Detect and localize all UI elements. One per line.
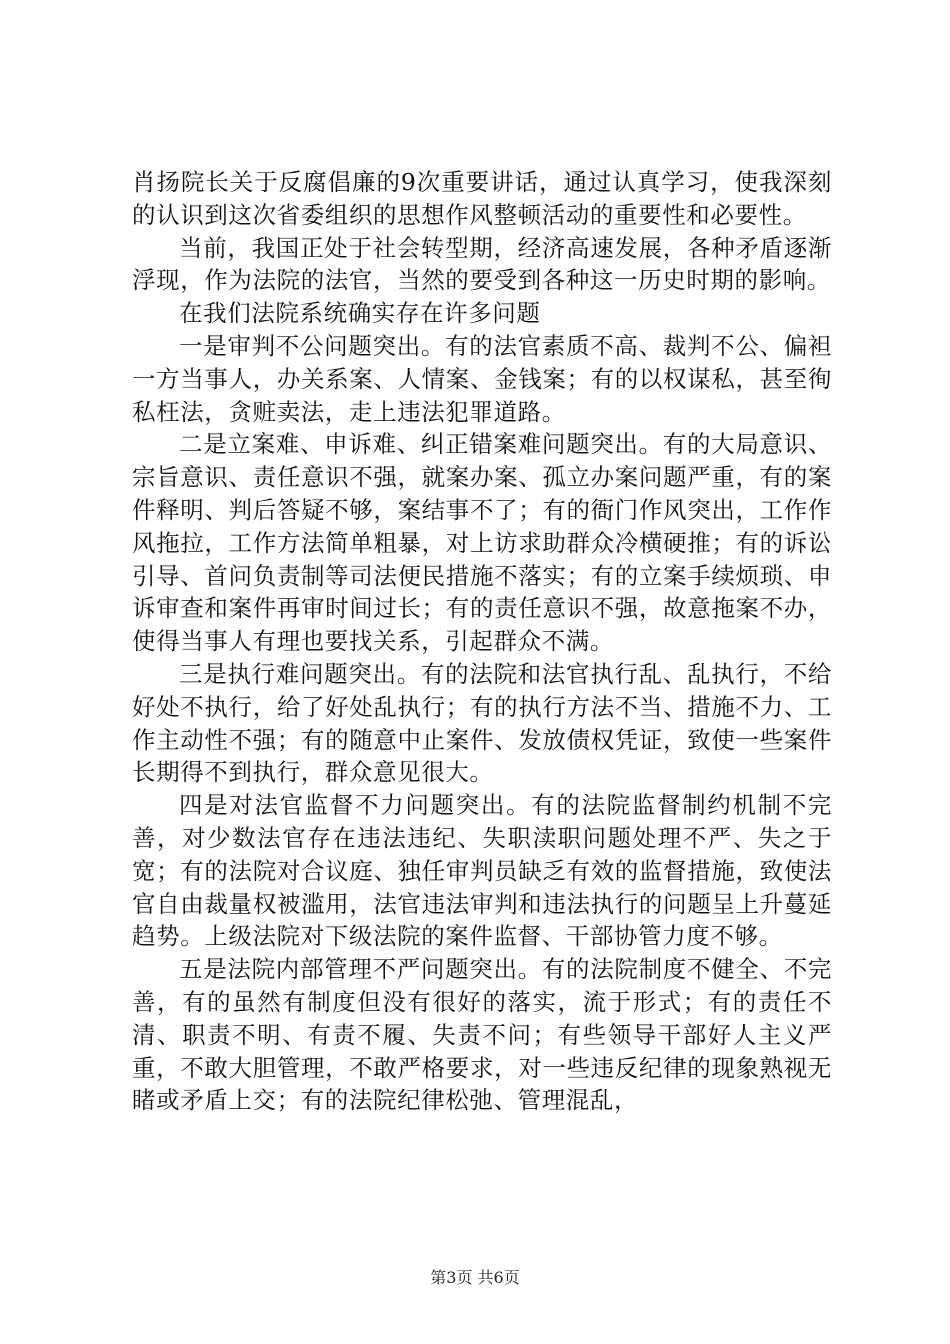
paragraph: 五是法院内部管理不严问题突出。有的法院制度不健全、不完善，有的虽然有制度但没有很好的落实，流于形式；有的责任不清、职责不明、有责不履、失责不问；有些领导干部好人主义严重，不敢大胆管理，不敢严格要求，对一些违反纪律的现象熟视无睹或矛盾上交；有的法院纪律松弛、管理混乱， [132,955,832,1115]
paragraph: 当前，我国正处于社会转型期，经济高速发展，各种矛盾逐渐浮现，作为法院的法官，当然的要受到各种这一历史时期的影响。 [132,233,832,295]
paragraph: 一是审判不公问题突出。有的法官素质不高、裁判不公、偏袒一方当事人，办关系案、人情案、金钱案；有的以权谋私，甚至徇私枉法，贪赃卖法，走上违法犯罪道路。 [132,331,832,426]
paragraph: 在我们法院系统确实存在许多问题 [179,299,541,328]
paragraph: 肖扬院长关于反腐倡廉的9次重要讲话，通过认真学习，使我深刻的认识到这次省委组织的思想作风整顿活动的重要性和必要性。 [132,168,832,229]
page-footer: 第3页 共6页 [430,1268,520,1287]
paragraph: 三是执行难问题突出。有的法院和法官执行乱、乱执行，不给好处不执行，给了好处乱执行；有的执行方法不当、措施不力、工作主动性不强；有的随意中止案件、发放债权凭证，致使一些案件长期得不到执行，群众意见很大。 [132,659,832,787]
paragraph: 四是对法官监督不力问题突出。有的法院监督制约机制不完善，对少数法官存在违法违纪、失职渎职问题处理不严、失之于宽；有的法院对合议庭、独任审判员缺乏有效的监督措施，致使法官自由裁量权被滥用，法官违法审判和违法执行的问题呈上升蔓延趋势。上级法院对下级法院的案件监督、干部协管力度不够。 [132,791,832,951]
document-body [132,166,832,1117]
paragraph: 二是立案难、申诉难、纠正错案难问题突出。有的大局意识、宗旨意识、责任意识不强，就案办案、孤立办案问题严重，有的案件释明、判后答疑不够，案结事不了；有的衙门作风突出，工作作风拖拉，工作方法简单粗暴，对上访求助群众冷横硬推；有的诉讼引导、首问负责制等司法便民措施不落实；有的立案手续烦琐、申诉审查和案件再审时间过长；有的责任意识不强，故意拖案不办，使得当事人有理也要找关系，引起群众不满。 [132,430,832,656]
